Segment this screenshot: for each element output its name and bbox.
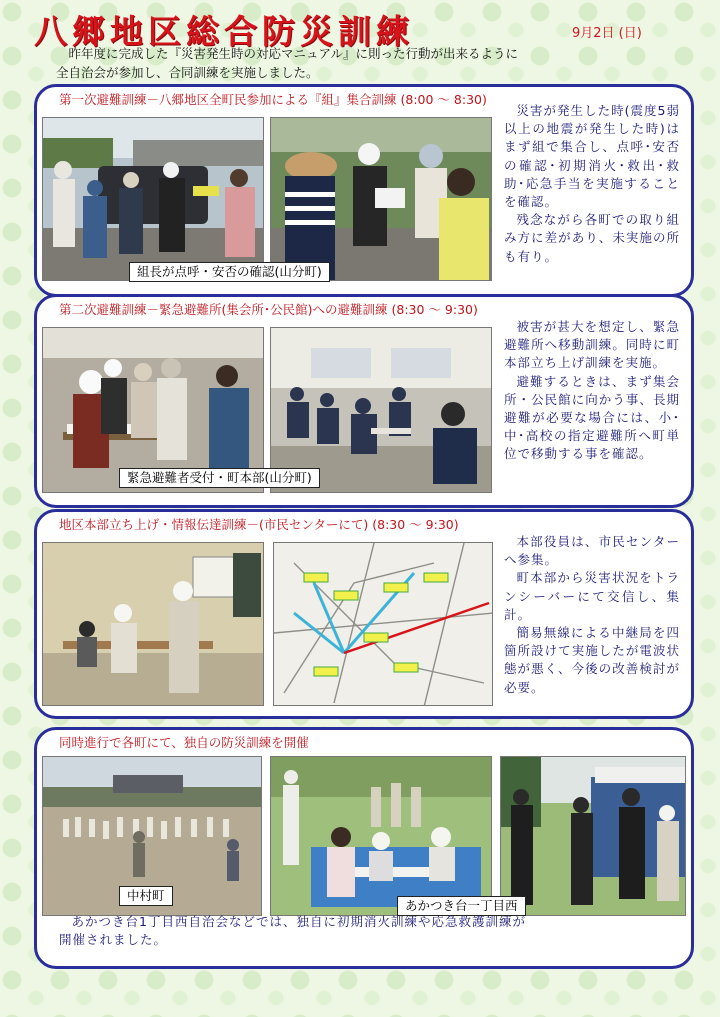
- section-2-heading: 第二次避難訓練－緊急避難所(集会所･公民館)への避難訓練: [59, 302, 388, 317]
- section-first-evacuation: [34, 84, 694, 297]
- caption-akatsukidai: あかつき台一丁目西: [397, 896, 526, 916]
- page-title: 八郷地区総合防災訓練: [34, 12, 414, 51]
- section-1-time: (8:00 ～ 8:30): [400, 92, 487, 107]
- section-3-time: (8:30 ～ 9:30): [372, 517, 459, 532]
- closing-line-2: 開催されました。: [59, 932, 168, 947]
- photo-roll-call: [42, 117, 264, 281]
- section-1-title: [59, 90, 487, 108]
- section-1-para-2: 残念ながら各町での取り組み方に差があり、未実施の所も有り。: [504, 212, 680, 264]
- section-4-title: 同時進行で各町にて、独自の防災訓練を開催: [59, 735, 309, 750]
- section-3-body: [504, 533, 680, 697]
- section-hq-communication: [34, 509, 694, 719]
- photo-hq-room: [42, 542, 264, 706]
- intro-line-2: 全自治会が参加し、合同訓練を実施しました。: [56, 65, 319, 80]
- caption-roll-call: 組長が点呼・安否の確認(山分町): [129, 262, 330, 282]
- photo-roll-call-image: [43, 118, 264, 281]
- photo-first-aid-image: [501, 757, 686, 916]
- photo-hq-room-image: [43, 543, 264, 706]
- intro-line-1: 昨年度に完成した『災害発生時の対応マニュアル』に則った行動が出来るように: [68, 46, 519, 61]
- section-town-drills: [34, 727, 694, 969]
- section-2-para-1: 被害が甚大を想定し、緊急避難所へ移動訓練。同時に町本部立ち上げ訓練を実施。: [504, 319, 680, 371]
- section-3-heading: 地区本部立ち上げ・情報伝達訓練－(市民センターにて): [59, 517, 369, 532]
- section-3-para-1: 本部役員は、市民センターへ参集。: [504, 534, 680, 568]
- section-2-time: (8:30 ～ 9:30): [391, 302, 478, 317]
- event-date: 9月2日 (日): [572, 26, 642, 41]
- caption-nakamura-town: 中村町: [119, 886, 173, 906]
- photo-group-gathering: [270, 117, 492, 281]
- intro-text: [56, 44, 696, 82]
- photo-first-aid: [500, 756, 686, 916]
- section-3-title: [59, 515, 459, 533]
- section-2-title: [59, 300, 478, 318]
- photo-map-image: [274, 543, 493, 706]
- photo-map: [273, 542, 493, 706]
- section-3-para-2: 町本部から災害状況をトランシーバーにて交信し、集計。: [504, 570, 680, 622]
- section-3-para-3: 簡易無線による中継局を四箇所設けて実施したが電波状態が悪く、今後の改善検討が必要。: [504, 625, 680, 695]
- section-second-evacuation: [34, 294, 694, 508]
- photo-group-gathering-image: [271, 118, 492, 281]
- photo-akatsukidai-image: [271, 757, 492, 916]
- caption-reception: 緊急避難者受付・町本部(山分町): [119, 468, 320, 488]
- section-4-closing: [59, 913, 659, 949]
- section-1-heading: 第一次避難訓練－八郷地区全町民参加による『組』集合訓練: [59, 92, 397, 107]
- section-1-para-1: 災害が発生した時(震度5弱以上の地震が発生した時)はまず組で集合し、点呼･安否の確認･初期消火･救出･救助･応急手当を実施することを確認。: [504, 103, 680, 210]
- closing-line-1: あかつき台1丁目西自治会などでは、独自に初期消火訓練や応急救護訓練が: [71, 914, 526, 929]
- section-2-body: [504, 318, 680, 464]
- section-2-para-2: 避難するときは、まず集会所・公民館に向かう事、長期避難が必要な場合には、小･中･高校の指定避難所へ町単位で移動する事を確認。: [504, 373, 680, 462]
- section-1-body: [504, 102, 680, 266]
- photo-akatsukidai: [270, 756, 492, 916]
